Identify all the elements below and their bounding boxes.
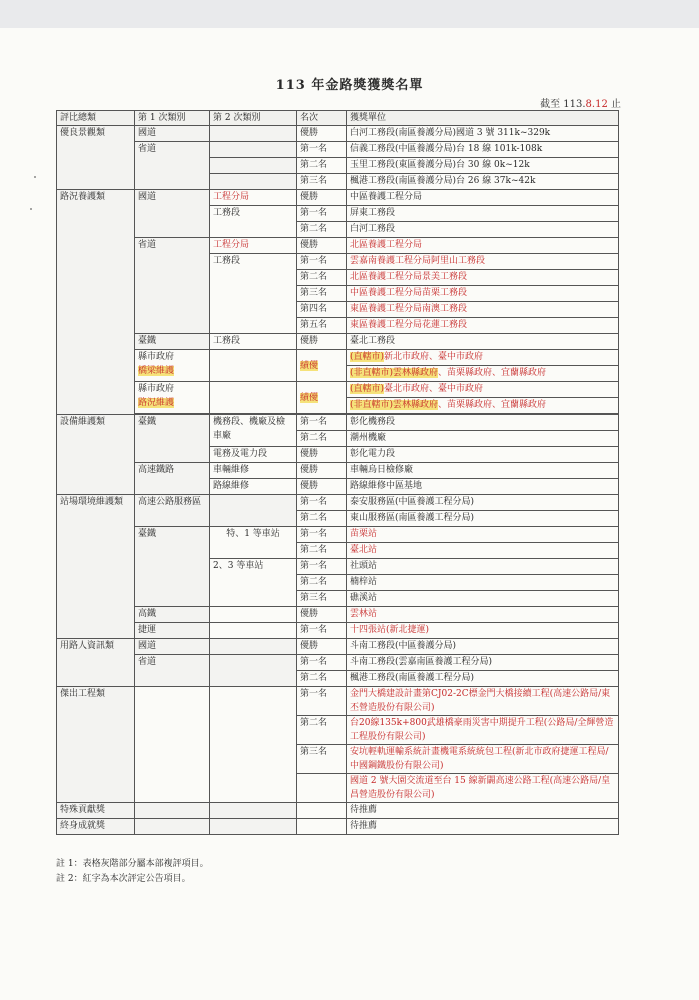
second-class-cell: 工程分局 [210, 238, 297, 254]
unit-cell: 雲林站 [347, 607, 619, 623]
unit-cell: 泰安服務區(中區養護工程分局) [347, 495, 619, 511]
rank-cell: 第二名 [297, 575, 347, 591]
rank-cell: 第一名 [297, 559, 347, 575]
second-class-cell: 特、1 等車站 [210, 527, 297, 559]
category-scenic: 優良景觀類 [57, 126, 135, 190]
second-class-cell [210, 142, 297, 158]
rank-cell: 第三名 [297, 174, 347, 190]
unit-cell: 楓港工務段(南區養護分局)台 26 線 37k~42k [347, 174, 619, 190]
second-class-cell [210, 803, 297, 819]
second-class-cell: 工務段 [210, 254, 297, 334]
rank-cell: 優勝 [297, 238, 347, 254]
first-class-roadcond: 縣市政府 路況維護 [135, 382, 210, 414]
rank-cell: 第一名 [297, 142, 347, 158]
first-class-cell: 高速鐵路 [135, 463, 210, 495]
unit-cell: 東山服務區(南區養護工程分局) [347, 511, 619, 527]
rank-cell: 優勝 [297, 639, 347, 655]
first-class-cell: 國道 [135, 190, 210, 238]
table-row [57, 495, 619, 511]
header-unit: 獲獎單位 [347, 111, 619, 126]
rank-cell: 第一名 [297, 254, 347, 270]
table-row [57, 639, 619, 655]
first-class-cell: 高鐵 [135, 607, 210, 623]
unit-cell: 北區養護工程分局景美工務段 [347, 270, 619, 286]
rank-cell: 第二名 [297, 511, 347, 527]
second-class-cell: 車輛維修 [210, 463, 297, 479]
first-class-cell: 高速公路服務區 [135, 495, 210, 527]
unit-cell: 苗栗站 [347, 527, 619, 543]
top-gray-strip [0, 0, 699, 28]
rank-cell: 優勝 [297, 607, 347, 623]
unit-cell: 彰化電力段 [347, 447, 619, 463]
notes [56, 857, 209, 887]
unit-cell: 彰化機務段 [347, 415, 619, 431]
first-class-cell: 省道 [135, 142, 210, 190]
first-class-cell: 捷運 [135, 623, 210, 639]
table-header-row [57, 111, 619, 126]
second-class-cell [210, 819, 297, 835]
unit-cell: 東區養護工程分局南澳工務段 [347, 302, 619, 318]
second-class-cell [210, 174, 297, 190]
unit-cell: (直轄市)新北市政府、臺中市政府 [347, 350, 619, 366]
rank-cell: 第二名 [297, 543, 347, 559]
page-title: 113 年金路獎獲獎名單 [275, 78, 424, 93]
rank-cell: 第一名 [297, 415, 347, 431]
unit-cell: 雲嘉南養護工程分局阿里山工務段 [347, 254, 619, 270]
unit-cell: 斗南工務段(中區養護分局) [347, 639, 619, 655]
header-rank: 名次 [297, 111, 347, 126]
second-class-cell [210, 655, 297, 687]
unit-cell: 礁溪站 [347, 591, 619, 607]
first-class-cell [135, 819, 210, 835]
second-class-cell [210, 687, 297, 803]
second-class-cell [210, 639, 297, 655]
rank-cell: 優勝 [297, 479, 347, 495]
unit-cell: 社頭站 [347, 559, 619, 575]
first-class-cell: 省道 [135, 238, 210, 334]
first-class-bridge: 縣市政府 橋梁維護 [135, 350, 210, 382]
table-row [57, 382, 619, 398]
rank-cell: 第三名 [297, 591, 347, 607]
rank-cell: 第二名 [297, 431, 347, 447]
rank-cell: 第一名 [297, 527, 347, 543]
category-station: 站場環境維護類 [57, 495, 135, 639]
rank-cell: 第二名 [297, 270, 347, 286]
first-class-cell [135, 803, 210, 819]
unit-cell: 臺北工務段 [347, 334, 619, 350]
unit-cell: 金門大橋建設計畫第CJ02-2C標金門大橋接續工程(高速公路局/東丕營造股份有限公司) [347, 687, 619, 716]
second-class-cell [210, 607, 297, 623]
note-2: 註 2：紅字為本次評定公告項目。 [56, 874, 191, 884]
note-1: 註 1：表格灰階部分屬本部複評項目。 [56, 859, 209, 869]
rank-cell: 績優 [297, 382, 347, 414]
category-facility: 設備維護類 [57, 415, 135, 495]
table-row [57, 126, 619, 142]
table-row [57, 190, 619, 206]
rank-cell: 績優 [297, 350, 347, 382]
unit-cell: 白河工務段(南區養護分局)國道 3 號 311k~329k [347, 126, 619, 142]
table-row [57, 527, 619, 543]
unit-cell: 潮州機廠 [347, 431, 619, 447]
unit-cell: 十四張站(新北捷運) [347, 623, 619, 639]
table-row [57, 415, 619, 431]
header-second-class: 第 2 次類別 [210, 111, 297, 126]
rank-cell: 第五名 [297, 318, 347, 334]
rank-cell: 第一名 [297, 495, 347, 511]
award-table [56, 110, 619, 835]
rank-cell: 優勝 [297, 190, 347, 206]
rank-cell: 優勝 [297, 334, 347, 350]
unit-cell: 國道 2 號大園交流道至台 15 線新闢高速公路工程(高速公路局/皇昌營造股份有限公司) [347, 774, 619, 803]
table-row [57, 819, 619, 835]
rank-cell: 第一名 [297, 623, 347, 639]
category-special: 特殊貢獻獎 [57, 803, 135, 819]
unit-cell: (直轄市)臺北市政府、臺中市政府 [347, 382, 619, 398]
unit-cell: 路線維修中區基地 [347, 479, 619, 495]
rank-cell: 第一名 [297, 655, 347, 671]
rank-cell: 第二名 [297, 158, 347, 174]
table-row [57, 334, 619, 350]
first-class-cell [135, 687, 210, 803]
unit-cell: (非直轄市)雲林縣政府、苗栗縣政府、宜蘭縣政府 [347, 398, 619, 414]
rank-cell [297, 819, 347, 835]
rank-cell: 第一名 [297, 206, 347, 222]
second-class-cell [210, 495, 297, 527]
first-class-cell: 國道 [135, 639, 210, 655]
unit-cell: 斗南工務段(雲嘉南區養護工程分局) [347, 655, 619, 671]
scan-speck [30, 208, 32, 210]
unit-cell: 臺北站 [347, 543, 619, 559]
rank-cell: 第四名 [297, 302, 347, 318]
second-class-cell: 路線維修 [210, 479, 297, 495]
rank-cell: 第一名 [297, 687, 347, 716]
first-class-cell: 國道 [135, 126, 210, 142]
category-road: 路況養護類 [57, 190, 135, 415]
unit-cell: 楠梓站 [347, 575, 619, 591]
category-info: 用路人資訊類 [57, 639, 135, 687]
table-row [57, 463, 619, 479]
second-class-cell [210, 126, 297, 142]
rank-cell: 第三名 [297, 745, 347, 774]
rank-cell: 優勝 [297, 447, 347, 463]
second-class-cell: 工務段 [210, 206, 297, 238]
rank-cell: 第三名 [297, 286, 347, 302]
unit-cell: 東區養護工程分局花蓮工務段 [347, 318, 619, 334]
category-engineering: 傑出工程類 [57, 687, 135, 803]
second-class-cell: 電務及電力段 [210, 447, 297, 463]
unit-cell: 屏東工務段 [347, 206, 619, 222]
table-row [57, 142, 619, 158]
rank-cell: 優勝 [297, 126, 347, 142]
unit-cell: 安坑輕軌運輸系統計畫機電系統統包工程(新北市政府捷運工程局/中國鋼鐵股份有限公司) [347, 745, 619, 774]
rank-cell: 第二名 [297, 716, 347, 745]
table-row [57, 623, 619, 639]
unit-cell: 待推薦 [347, 819, 619, 835]
as-of-date: 截至 113.8.12 止 [540, 99, 621, 110]
second-class-cell: 機務段、機廠及檢車廠 [210, 415, 297, 447]
unit-cell: (非直轄市)雲林縣政府、苗栗縣政府、宜蘭縣政府 [347, 366, 619, 382]
first-class-cell: 臺鐵 [135, 334, 210, 350]
table-row [57, 350, 619, 366]
rank-cell: 優勝 [297, 463, 347, 479]
rank-cell [297, 774, 347, 803]
unit-cell: 玉里工務段(東區養護分局)台 30 線 0k~12k [347, 158, 619, 174]
unit-cell: 車輛烏日檢修廠 [347, 463, 619, 479]
first-class-cell: 省道 [135, 655, 210, 687]
second-class-cell [210, 623, 297, 639]
first-class-cell: 臺鐵 [135, 415, 210, 463]
second-class-cell: 2、3 等車站 [210, 559, 297, 607]
header-category: 評比總類 [57, 111, 135, 126]
second-class-cell: 工務段 [210, 334, 297, 350]
category-lifetime: 終身成就獎 [57, 819, 135, 835]
second-class-cell [210, 350, 297, 382]
unit-cell: 待推薦 [347, 803, 619, 819]
first-class-cell: 臺鐵 [135, 527, 210, 607]
table-row [57, 238, 619, 254]
rank-cell: 第二名 [297, 222, 347, 238]
table-row [57, 607, 619, 623]
table-row [57, 687, 619, 716]
unit-cell: 中區養護工程分局苗栗工務段 [347, 286, 619, 302]
unit-cell: 白河工務段 [347, 222, 619, 238]
second-class-cell [210, 158, 297, 174]
table-row [57, 803, 619, 819]
unit-cell: 信義工務段(中區養護分局)台 18 線 101k-108k [347, 142, 619, 158]
scan-speck [34, 176, 36, 178]
table-row [57, 655, 619, 671]
second-class-cell: 工程分局 [210, 190, 297, 206]
unit-cell: 中區養護工程分局 [347, 190, 619, 206]
unit-cell: 楓港工務段(南區養護工程分局) [347, 671, 619, 687]
header-first-class: 第 1 次類別 [135, 111, 210, 126]
unit-cell: 北區養護工程分局 [347, 238, 619, 254]
unit-cell: 台20線135k+800武雄橋豪雨災害中期提升工程(公路局/全輝營造工程股份有限公司) [347, 716, 619, 745]
rank-cell: 第二名 [297, 671, 347, 687]
rank-cell [297, 803, 347, 819]
second-class-cell [210, 382, 297, 414]
